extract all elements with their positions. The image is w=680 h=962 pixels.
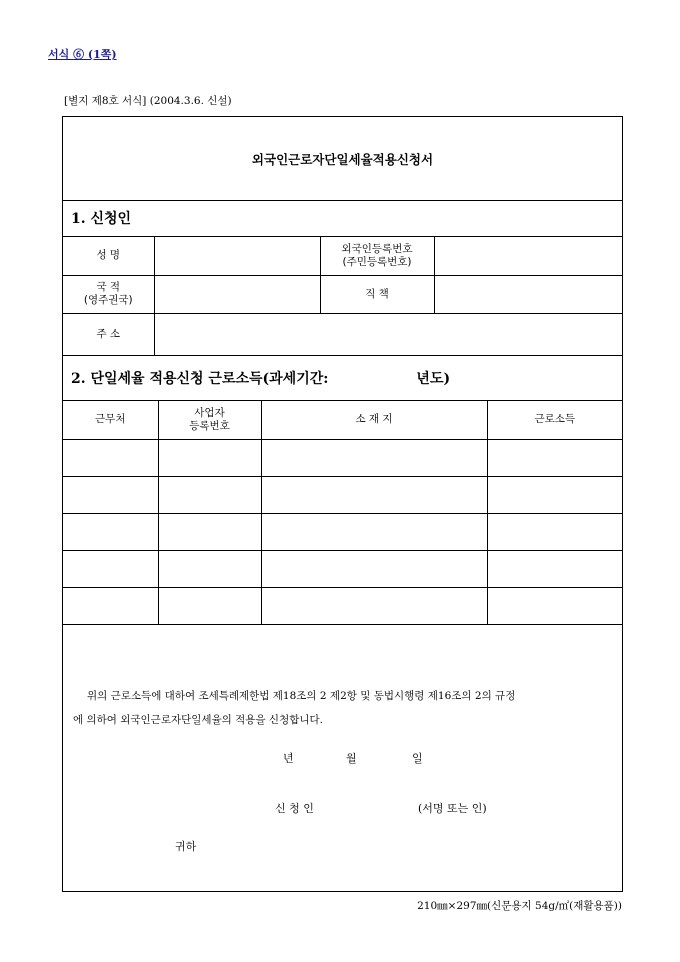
bizno-cell[interactable] <box>158 587 261 624</box>
paper-spec: 210㎜×297㎜(신문용지 54g/㎡(재활용품)) <box>417 900 622 912</box>
income-cell[interactable] <box>487 476 622 513</box>
table-row <box>63 439 622 476</box>
location-cell[interactable] <box>261 550 487 587</box>
position-label: 직 책 <box>320 275 434 313</box>
bizno-cell[interactable] <box>158 439 261 476</box>
table-row <box>63 513 622 550</box>
table-row <box>63 587 622 624</box>
declaration-text <box>73 684 618 732</box>
nationality-label-line2: (영주권국) <box>83 294 133 306</box>
foreign-id-field[interactable] <box>434 237 622 275</box>
bizno-cell[interactable] <box>158 513 261 550</box>
section2-heading-text: 2. 단일세율 적용신청 근로소득(과세기간: <box>71 370 329 387</box>
declaration-line2: 에 의하여 외국인근로자단일세율의 적용을 신청합니다. <box>73 714 323 726</box>
location-cell[interactable] <box>261 513 487 550</box>
workplace-cell[interactable] <box>63 439 158 476</box>
name-field[interactable] <box>154 237 320 275</box>
income-cell[interactable] <box>487 587 622 624</box>
section1-heading: 1. 신청인 <box>63 200 622 237</box>
address-field[interactable] <box>154 313 622 355</box>
income-table <box>63 401 622 625</box>
col-bizno-line2: 등록번호 <box>189 419 230 432</box>
table-row <box>63 550 622 587</box>
position-field[interactable] <box>434 275 622 313</box>
nationality-label-line1: 국 적 <box>96 281 121 293</box>
foreign-id-label-line2: (주민등록번호) <box>342 255 412 268</box>
col-bizno <box>158 401 261 439</box>
applicant-table <box>63 237 622 356</box>
nationality-label <box>63 275 154 313</box>
foreign-id-label <box>320 237 434 275</box>
signature-label: (서명 또는 인) <box>418 802 487 815</box>
col-bizno-line1: 사업자 <box>194 406 225 419</box>
income-cell[interactable] <box>487 550 622 587</box>
workplace-cell[interactable] <box>63 587 158 624</box>
address-label: 주 소 <box>63 313 154 355</box>
foreign-id-label-line1: 외국인등록번호 <box>341 242 413 255</box>
workplace-cell[interactable] <box>63 513 158 550</box>
recipient-label: 귀하 <box>175 840 197 853</box>
bizno-cell[interactable] <box>158 476 261 513</box>
declaration-line1: 위의 근로소득에 대하여 조세특례제한법 제18조의 2 제2항 및 동법시행령 제16조의 2의 규정 <box>87 690 516 702</box>
section2-heading-year: 년도) <box>416 370 451 387</box>
form-reference: 서식 ⑥ (1쪽) <box>48 48 117 61</box>
applicant-label: 신 청 인 <box>275 802 314 815</box>
col-workplace: 근무처 <box>63 401 158 439</box>
bizno-cell[interactable] <box>158 550 261 587</box>
col-location: 소 재 지 <box>261 401 487 439</box>
workplace-cell[interactable] <box>63 476 158 513</box>
location-cell[interactable] <box>261 587 487 624</box>
location-cell[interactable] <box>261 439 487 476</box>
date-day: 일 <box>412 752 423 765</box>
form-title: 외국인근로자단일세율적용신청서 <box>63 117 622 201</box>
date-month: 월 <box>346 752 357 765</box>
income-table-header <box>63 401 622 439</box>
table-row <box>63 476 622 513</box>
workplace-cell[interactable] <box>63 550 158 587</box>
nationality-field[interactable] <box>154 275 320 313</box>
income-cell[interactable] <box>487 439 622 476</box>
section2-heading <box>63 355 622 401</box>
col-income: 근로소득 <box>487 401 622 439</box>
application-form <box>62 116 623 892</box>
location-cell[interactable] <box>261 476 487 513</box>
date-year: 년 <box>283 752 294 765</box>
name-label: 성 명 <box>63 237 154 275</box>
income-cell[interactable] <box>487 513 622 550</box>
attachment-note: [별지 제8호 서식] (2004.3.6. 신설) <box>64 95 232 107</box>
